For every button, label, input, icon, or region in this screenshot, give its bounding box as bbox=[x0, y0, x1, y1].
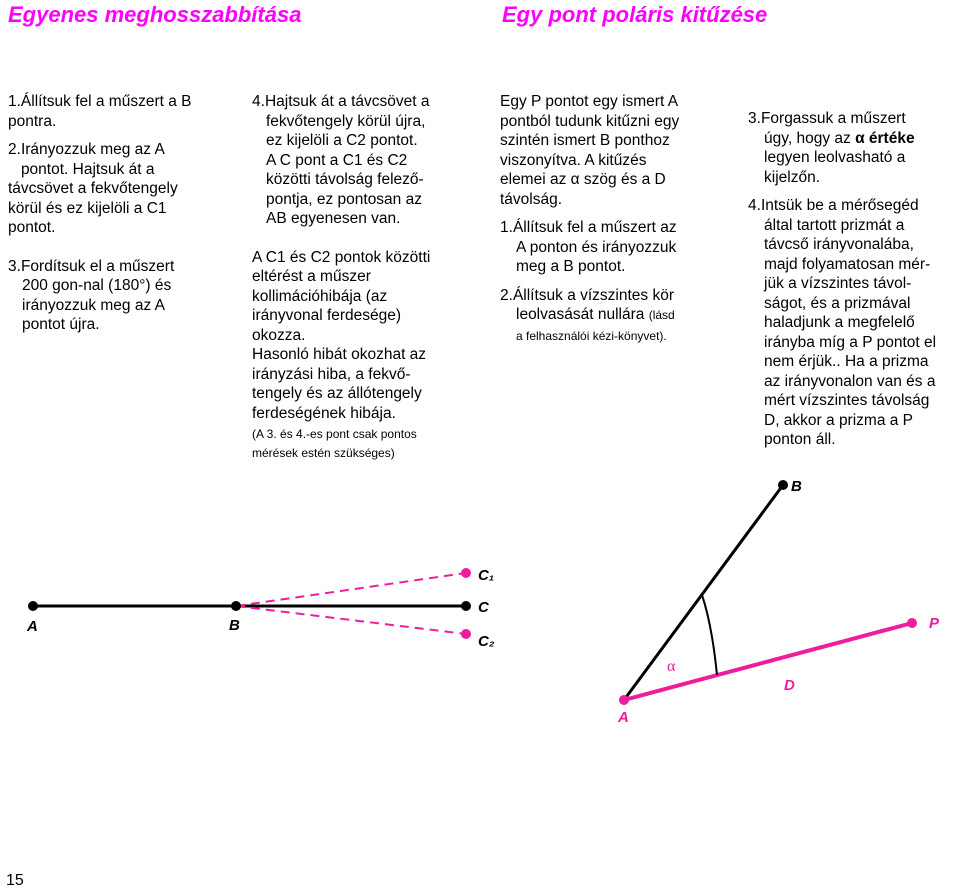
text-line: mért vízszintes távolság bbox=[764, 392, 930, 409]
step-2-number: 2. bbox=[8, 141, 21, 158]
text-line: majd folyamatosan mér- bbox=[764, 255, 931, 273]
label-p: P bbox=[929, 615, 940, 632]
point-c1 bbox=[461, 568, 471, 578]
polar-step-4-number: 4. bbox=[748, 197, 761, 214]
text-line: pontból tudunk kitűzni egy bbox=[500, 112, 680, 130]
text-line: legyen leolvasható a bbox=[764, 149, 906, 166]
line-a-b bbox=[624, 485, 783, 700]
text-line: ságot, és a prizmával bbox=[764, 294, 911, 312]
text-line: pontot. Hajtsuk át a bbox=[20, 160, 155, 178]
polar-step-4-text: Intsük be a mérősegéd bbox=[760, 197, 919, 214]
polar-step-3-number: 3. bbox=[748, 110, 761, 127]
text-line: Állítsuk a vízszintes kör bbox=[512, 286, 675, 304]
text-line: Állítsuk fel a műszert az bbox=[512, 219, 677, 236]
right-title: Egy pont poláris kitűzése bbox=[502, 2, 768, 27]
text-line: nem érjük.. Ha a prizma bbox=[764, 353, 929, 370]
text-line: szintén ismert B ponthoz bbox=[500, 132, 670, 149]
text-line: haladjunk a megfelelő bbox=[764, 314, 915, 331]
text-line: mérések estén szükséges) bbox=[252, 446, 395, 460]
dashed-line-c2 bbox=[236, 606, 466, 634]
text-line: irányozzuk meg az A bbox=[22, 296, 166, 314]
text-line: pontot. bbox=[8, 219, 56, 236]
text-line: okozza. bbox=[252, 326, 306, 344]
angle-arc bbox=[702, 595, 717, 675]
point-c bbox=[461, 601, 471, 611]
text-line: eltérést a műszer bbox=[252, 268, 371, 285]
point-a bbox=[28, 601, 38, 611]
text-line: meg a B pontot. bbox=[516, 258, 626, 275]
text-line: A C1 és C2 pontok közötti bbox=[252, 248, 431, 266]
text-line: úgy, hogy az bbox=[764, 129, 851, 147]
label-a: A bbox=[27, 618, 38, 635]
point-b bbox=[778, 480, 788, 490]
text-line: elemei az α szög és a D bbox=[500, 171, 666, 188]
point-c2 bbox=[461, 629, 471, 639]
polar-step-2-number: 2. bbox=[500, 286, 513, 304]
text-line: (A 3. és 4.-es pont csak pontos bbox=[252, 427, 417, 441]
text-line: közötti távolság felező- bbox=[266, 171, 424, 188]
text-line: pontot újra. bbox=[22, 316, 100, 333]
text-line: ez kijelöli a C2 pontot. bbox=[266, 132, 418, 149]
label-d: D bbox=[784, 677, 795, 694]
point-a bbox=[619, 695, 629, 705]
point-p bbox=[907, 618, 917, 628]
text-line: Irányozzuk meg az A bbox=[20, 141, 165, 158]
label-b: B bbox=[229, 617, 240, 634]
text-line: ferdeségének hibája. bbox=[252, 404, 396, 422]
polar-step-1-number: 1. bbox=[500, 219, 513, 236]
step-4-number: 4. bbox=[252, 93, 265, 110]
text-line: irányba míg a P pontot el bbox=[764, 333, 937, 351]
text-line: az irányvonalon van és a bbox=[764, 372, 936, 390]
text-line: távcső irányvonalába, bbox=[764, 236, 914, 253]
point-b bbox=[231, 601, 241, 611]
text-line: jük a vízszintes távol- bbox=[764, 275, 912, 292]
text-line: kijelzőn. bbox=[764, 168, 820, 186]
text-line: által tartott prizmát a bbox=[764, 216, 905, 234]
text-line: irányzási hiba, a fekvő- bbox=[252, 365, 411, 383]
label-alpha: α bbox=[667, 658, 676, 675]
text-line: A ponton és irányozzuk bbox=[516, 238, 677, 256]
page-number: 15 bbox=[6, 872, 24, 889]
label-a: A bbox=[618, 709, 629, 726]
text-line: a felhasználói kézi-könyvet). bbox=[516, 328, 667, 343]
text-line: 200 gon-nal (180°) és bbox=[22, 277, 172, 294]
step-3-number: 3. bbox=[8, 257, 21, 275]
label-c1: C₁ bbox=[478, 567, 495, 584]
text-line: Egy P pontot egy ismert A bbox=[500, 93, 679, 110]
text-line: viszonyítva. A kitűzés bbox=[500, 151, 647, 169]
text-line: AB egyenesen van. bbox=[266, 210, 401, 227]
text-line: A C pont a C1 és C2 bbox=[266, 151, 408, 169]
left-title: Egyenes meghosszabbítása bbox=[8, 2, 302, 27]
dashed-line-c1 bbox=[236, 573, 466, 606]
alpha-value-bold: α értéke bbox=[855, 129, 915, 147]
text-line: pontja, ez pontosan az bbox=[266, 190, 422, 208]
text-line: Hasonló hibát okozhat az bbox=[252, 346, 427, 363]
line-extension-diagram bbox=[26, 567, 495, 650]
label-c2: C₂ bbox=[478, 633, 495, 650]
polar-setting-out-diagram bbox=[617, 478, 940, 726]
text-line: D, akkor a prizma a P bbox=[764, 411, 914, 429]
text-line: leolvasását nullára bbox=[516, 306, 645, 323]
text-line: távcsövet a fekvőtengely bbox=[8, 180, 178, 197]
label-b: B bbox=[791, 478, 802, 495]
text-line: tengely és az állótengely bbox=[252, 385, 422, 402]
text-line: irányvonal ferdesége) bbox=[252, 307, 402, 324]
step-1-text: 1.Állítsuk fel a műszert a B pontra. bbox=[8, 93, 192, 130]
text-line: fekvőtengely körül újra, bbox=[266, 112, 426, 130]
label-c: C bbox=[478, 599, 489, 616]
text-line: Hajtsuk át a távcsövet a bbox=[264, 93, 430, 110]
text-line: kollimációhibája (az bbox=[252, 287, 388, 305]
text-line: ponton áll. bbox=[764, 431, 836, 448]
text-line: (lásd bbox=[648, 308, 675, 322]
text-line: távolság. bbox=[500, 190, 563, 208]
text-line: körül és ez kijelöli a C1 bbox=[8, 199, 167, 217]
polar-step-3-text: Forgassuk a műszert bbox=[760, 110, 906, 127]
text-line: Fordítsuk el a műszert bbox=[20, 257, 175, 275]
